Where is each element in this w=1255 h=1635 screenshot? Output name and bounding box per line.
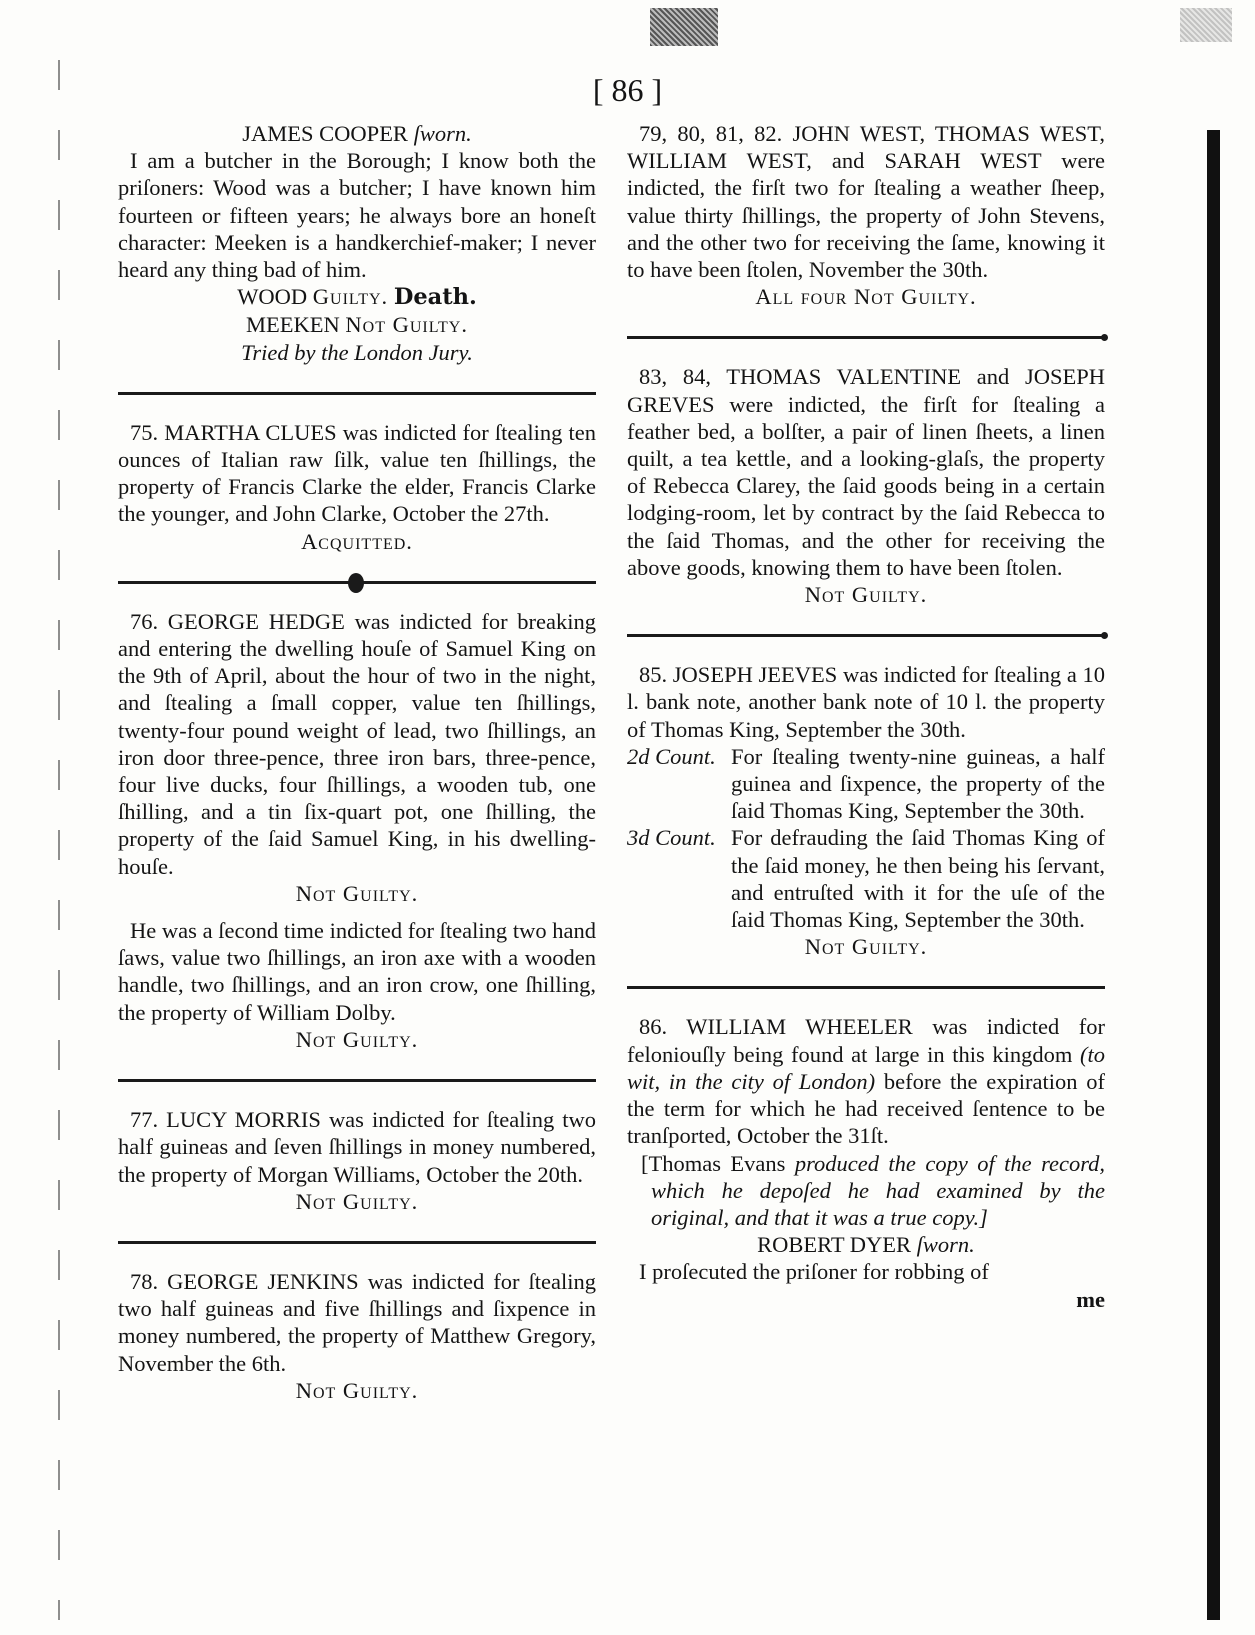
witness-name: ROBERT DYER (757, 1232, 912, 1258)
case-text: was indicted for feloniouſly being found at large in this kingdom (627, 1014, 1105, 1067)
defendant-name: WOOD (237, 284, 308, 310)
witness-sworn: ſworn. (916, 1232, 975, 1258)
case-79 (627, 120, 1105, 283)
case-85 (627, 661, 1105, 743)
note-name: [Thomas Evans (641, 1150, 786, 1176)
case-text: before the expiration of the term for which he had received ſentence to be tranſported, October the 31ſt. (627, 1068, 1105, 1149)
case-lead: 86. WILLIAM WHEELER (639, 1014, 913, 1040)
note-text: produced the copy of the record, which he depoſed he had examined by the original, and that it was a true copy.] (651, 1150, 1106, 1230)
case-text: was indicted for ſtealing two half guineas and ſeven ſhillings in money numbered, the property of Morgan Williams, October the 20th. (118, 1107, 597, 1187)
section-rule (627, 336, 1105, 339)
count-text: For defrauding the ſaid Thomas King of the ſaid money, he then being his ſervant, and entruſted with it for the uſe of the ſaid Thomas King, September the 30th. (731, 825, 1105, 933)
case-text: were indicted, the firſt for ſtealing a feather bed, a bolſter, a pair of linen ſheets, a linen quilt, a tea kettle, and a looking-glaſs, the property of Rebecca Clarey, the ſaid goods being in a certain lodging-room, let by contract by the ſaid Rebecca to the ſaid Thomas, and the other for receiving the above goods, knowing them to have been ſtolen. (627, 391, 1106, 580)
case-76 (118, 608, 596, 880)
case-text: was indicted for breaking and entering the dwelling houſe of Samuel King on the 9th of April, about the hour of two in the night, and ſtealing a ſmall copper, value ten ſhillings, twenty-four pound weight of lead, two ſhillings, an iron door three-pence, three iron bars, three-pence, four live ducks, four ſhillings, a wooden tub, one ſhilling, and a tin ſix-quart pot, one ſhilling, the property of the ſaid Samuel King, in his dwelling-houſe. (118, 608, 597, 879)
section-rule (118, 581, 596, 584)
case-lead: 83, 84, THOMAS VALENTINE and JOSEPH GREVES (627, 364, 1105, 417)
case-75 (118, 419, 596, 528)
case-text: was indicted for ſtealing a 10 l. bank note, another bank note of 10 l. the property of Thomas King, September the 30th. (627, 662, 1106, 742)
case-76-second-verdict: Not Guilty. (295, 1026, 419, 1052)
case-76-verdict: Not Guilty. (295, 880, 419, 906)
section-rule (118, 1079, 596, 1082)
case-lead: 78. GEORGE JENKINS (130, 1268, 359, 1294)
case-79-verdict: All four Not Guilty. (755, 284, 977, 310)
verdict-word: Not Guilty. (345, 312, 468, 338)
witness-heading (627, 1231, 1105, 1258)
count-3 (627, 824, 1105, 933)
count-text: For ſtealing twenty-nine guineas, a half guinea and ſixpence, the property of the ſaid Thomas King, September the 30th. (731, 743, 1105, 824)
left-margin-line (58, 60, 60, 1620)
case-text: was indicted for ſtealing ten ounces of Italian raw ſilk, value ten ſhillings, the property of Francis Clarke the elder, Francis Clarke the younger, and John Clarke, October the 27th. (118, 419, 597, 527)
section-rule (118, 392, 596, 395)
library-stamp (650, 8, 718, 46)
witness-heading (118, 120, 596, 147)
case-lead: 76. GEORGE HEDGE (130, 608, 345, 634)
record-note (627, 1150, 1105, 1232)
section-rule (118, 1241, 596, 1244)
defendant-name: MEEKEN (246, 312, 340, 338)
case-lead: 75. MARTHA CLUES (130, 419, 337, 445)
jury-note: Tried by the London Jury. (241, 339, 473, 365)
catchword: me (1076, 1286, 1105, 1312)
faded-stamp (1180, 8, 1232, 42)
case-lead: 85. JOSEPH JEEVES (639, 662, 838, 688)
count-label: 2d Count. (627, 743, 716, 769)
witness-sworn: ſworn. (413, 121, 472, 146)
count-label: 3d Count. (627, 825, 716, 851)
case-77 (118, 1106, 596, 1188)
case-76-second: He was a ſecond time indicted for ſtealing two hand ſaws, value two ſhillings, an iron axe with a wooden handle, two ſhillings, and an iron crow, one ſhilling, the property of William Dolby. (118, 918, 596, 1025)
case-77-verdict: Not Guilty. (295, 1188, 419, 1214)
page-number: [ 86 ] (592, 72, 663, 108)
case-lead: 79, 80, 81, 82. JOHN WEST, THOMAS WEST, WILLIAM WEST, and SARAH WEST (627, 121, 1105, 174)
case-text: were indicted, the firſt two for ſtealing a weather ſheep, value thirty ſhillings, the property of John Stevens, and the other two for receiving the ſame, knowing it to have been ſtolen, November the 30th. (627, 148, 1106, 283)
section-rule (627, 634, 1105, 637)
case-83 (627, 363, 1105, 581)
verdict-wood (118, 283, 596, 311)
binding-edge (1207, 130, 1220, 1620)
case-text-italic: (to wit, in the city of London) (627, 1041, 1105, 1094)
right-column (627, 120, 1105, 1313)
case-78-verdict: Not Guilty. (295, 1377, 419, 1403)
testimony: I proſecuted the priſoner for robbing of (639, 1259, 989, 1285)
left-column (118, 120, 596, 1404)
case-83-verdict: Not Guilty. (804, 582, 928, 608)
case-86 (627, 1013, 1105, 1149)
testimony: I am a butcher in the Borough; I know both the priſoners: Wood was a butcher; I have known him fourteen or fifteen years; he always bore an honeſt character: Meeken is a handkerchief-maker; I never heard any thing bad of him. (118, 148, 596, 283)
count-2 (627, 743, 1105, 825)
case-85-verdict: Not Guilty. (804, 934, 928, 960)
section-rule (627, 986, 1105, 989)
witness-name: JAMES COOPER (242, 121, 408, 146)
case-78 (118, 1268, 596, 1377)
verdict-word: Guilty. (312, 284, 389, 310)
case-75-verdict: Acquitted. (301, 528, 413, 554)
verdict-meeken (118, 311, 596, 338)
sentence-word: Death. (393, 284, 477, 311)
case-text: was indicted for ſtealing two half guineas and five ſhillings and ſixpence in money numbered, the property of Matthew Gregory, November the 6th. (118, 1268, 596, 1376)
case-lead: 77. LUCY MORRIS (130, 1107, 321, 1133)
